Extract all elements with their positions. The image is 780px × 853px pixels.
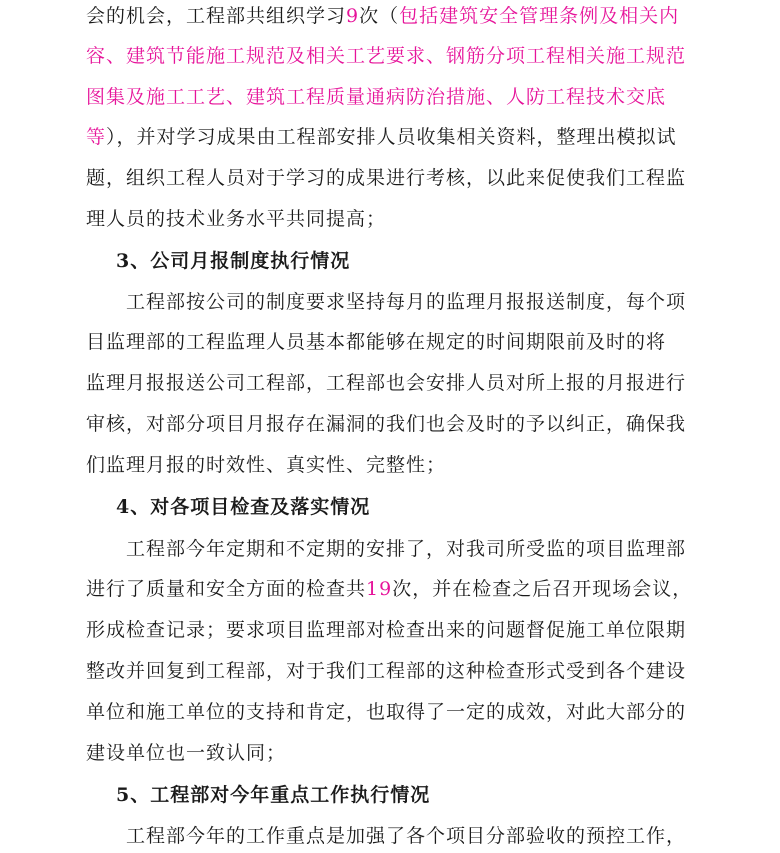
highlight-text: 等 bbox=[86, 126, 107, 148]
text-line: 理人员的技术业务水平共同提高； bbox=[86, 208, 387, 230]
text-line bbox=[86, 577, 692, 601]
text-line: 题，组织工程人员对于学习的成果进行考核，以此来促使我们工程监 bbox=[86, 167, 687, 189]
text-line: 审核，对部分项目月报存在漏洞的我们也会及时的予以纠正，确保我 bbox=[86, 413, 687, 435]
text-line: 工程部按公司的制度要求坚持每月的监理月报报送制度，每个项 bbox=[126, 291, 687, 313]
text-line: 们监理月报的时效性、真实性、完整性； bbox=[86, 454, 447, 476]
highlight-number: 9 bbox=[346, 5, 360, 27]
text-span: 次，并在检查之后召开现场会议， bbox=[392, 578, 693, 600]
text-line: 形成检查记录；要求项目监理部对检查出来的问题督促施工单位限期 bbox=[86, 619, 687, 641]
section-heading: 5、工程部对今年重点工作执行情况 bbox=[116, 784, 431, 806]
highlight-line: 容、建筑节能施工规范及相关工艺要求、钢筋分项工程相关施工规范 bbox=[86, 45, 687, 67]
text-line: 工程部今年定期和不定期的安排了，对我司所受监的项目监理部 bbox=[126, 538, 687, 560]
text-span: 进行了质量和安全方面的检查共 bbox=[86, 578, 367, 600]
text-line: 目监理部的工程监理人员基本都能够在规定的时间期限前及时的将 bbox=[86, 331, 667, 353]
text-span: 会的机会，工程部共组织学习 bbox=[86, 5, 347, 27]
highlight-text: 包括建筑安全管理条例及相关内 bbox=[399, 5, 680, 27]
section-heading: 3、公司月报制度执行情况 bbox=[116, 250, 351, 272]
text-line bbox=[86, 4, 679, 28]
highlight-number: 19 bbox=[366, 578, 393, 600]
text-line: 建设单位也一致认同； bbox=[86, 742, 287, 764]
text-line: 单位和施工单位的支持和肯定，也取得了一定的成效，对此大部分的 bbox=[86, 701, 687, 723]
text-line bbox=[86, 125, 677, 149]
highlight-line: 图集及施工工艺、建筑工程质量通病防治措施、人防工程技术交底 bbox=[86, 86, 667, 108]
section-heading: 4、对各项目检查及落实情况 bbox=[116, 496, 371, 518]
text-span: ），并对学习成果由工程部安排人员收集相关资料，整理出模拟试 bbox=[106, 126, 677, 148]
text-line: 工程部今年的工作重点是加强了各个项目分部验收的预控工作， bbox=[126, 825, 687, 847]
text-line: 监理月报报送公司工程部，工程部也会安排人员对所上报的月报进行 bbox=[86, 372, 687, 394]
text-line: 整改并回复到工程部，对于我们工程部的这种检查形式受到各个建设 bbox=[86, 660, 687, 682]
text-span: 次（ bbox=[359, 5, 400, 27]
